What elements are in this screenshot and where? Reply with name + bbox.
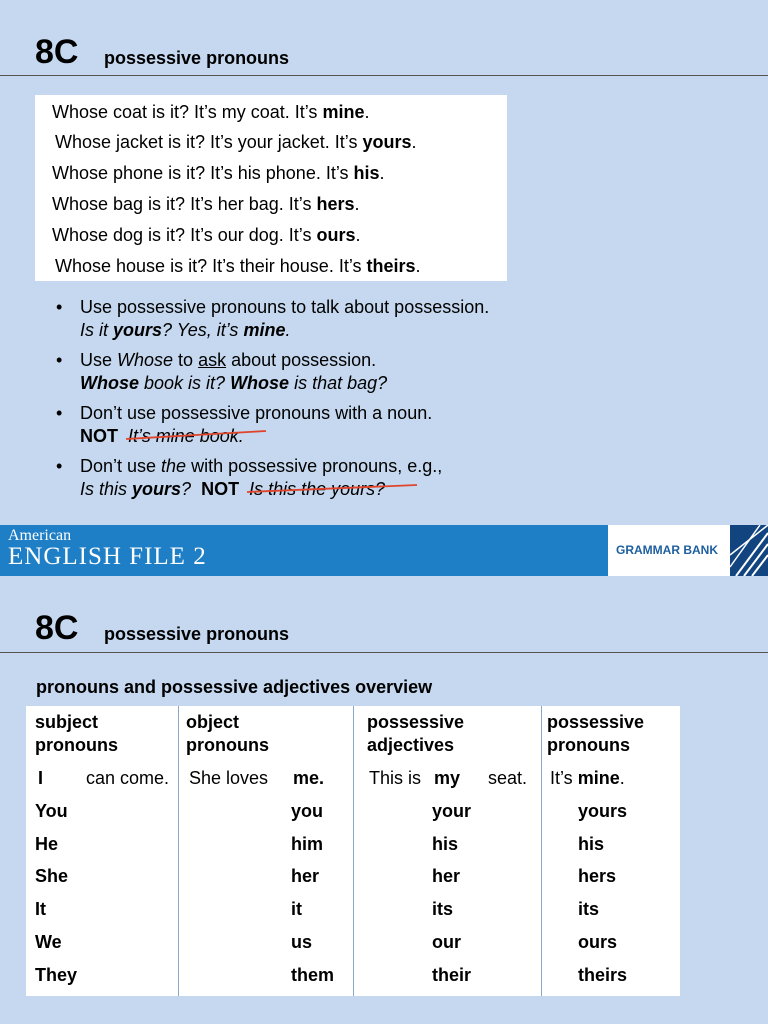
cell-subject: She <box>35 866 69 886</box>
cell-object: me. <box>293 768 325 788</box>
cell-pronoun: mine <box>577 768 620 788</box>
rule-text-italic: the <box>161 456 187 476</box>
example-pronoun: his <box>353 163 380 183</box>
header-line: adjectives <box>367 735 455 755</box>
header-object-pronouns <box>186 711 269 757</box>
banner-stripes <box>730 525 768 576</box>
cell-adjective: my <box>434 768 461 788</box>
slide1-code: 8C <box>35 33 79 71</box>
rule-example <box>80 319 696 342</box>
cell-adjective: her <box>432 866 461 886</box>
cell-object-pre: She loves <box>189 768 269 788</box>
strikethrough-mark <box>124 427 274 447</box>
example-question: Whose dog is it? It’s our dog. It’s <box>52 225 317 245</box>
example-question: Whose phone is it? It’s his phone. It’s <box>52 163 354 183</box>
example-line <box>52 194 360 215</box>
slide2-title: possessive pronouns <box>104 624 290 644</box>
example-line <box>55 256 421 277</box>
struck-text: It’s mine book. <box>128 426 244 446</box>
rule-example-part: . <box>285 320 291 340</box>
cell-object: them <box>291 965 335 985</box>
rule-example <box>80 372 696 395</box>
rule-text-part: to <box>173 350 199 370</box>
rule-text: Don’t use possessive pronouns with a noun. <box>80 403 433 423</box>
rule-text-part: Use <box>80 350 118 370</box>
not-label: NOT <box>80 426 118 446</box>
rule-example-part: Is it <box>80 320 114 340</box>
cell-object: her <box>291 866 320 886</box>
not-label: NOT <box>201 479 240 499</box>
rule-example-bold: Whose <box>80 373 140 393</box>
cell-pronoun: theirs <box>578 965 628 985</box>
cell-adjective: his <box>432 834 459 854</box>
header-possessive-pronouns <box>547 711 644 757</box>
cell-pronoun: his <box>578 834 605 854</box>
rule-item <box>56 349 696 395</box>
rule-example-part: ? Yes, it’s <box>162 320 244 340</box>
example-pronoun: ours <box>316 225 356 245</box>
cell-object: us <box>291 932 313 952</box>
example-line <box>52 102 369 123</box>
cell-object: it <box>291 899 302 919</box>
rule-counterexample <box>80 478 696 501</box>
slide1-title: possessive pronouns <box>104 48 290 68</box>
example-line <box>55 132 417 153</box>
rule-example-bold: yours <box>113 320 163 340</box>
rule-counterexample <box>80 425 696 448</box>
bullet-dot: • <box>56 403 63 423</box>
rules-list <box>56 296 696 508</box>
example-question: Whose coat is it? It’s my coat. It’s <box>52 102 323 122</box>
example-end: . <box>355 225 361 245</box>
header-line: possessive <box>367 712 465 732</box>
header-line: possessive <box>547 712 645 732</box>
header-line: subject <box>35 712 99 732</box>
grammar-bank-label: GRAMMAR BANK <box>616 543 718 557</box>
header-line: pronouns <box>547 735 630 755</box>
slide2-divider <box>0 652 768 653</box>
example-end: . <box>415 256 421 276</box>
cell-subject: You <box>35 801 68 821</box>
header-subject-pronouns <box>35 711 118 757</box>
cell-adjective: its <box>432 899 454 919</box>
header-line: pronouns <box>186 735 269 755</box>
cell-subject: I <box>38 768 44 788</box>
strikethrough-mark <box>245 480 420 500</box>
banner-logo-title: ENGLISH FILE 2 <box>8 543 207 570</box>
rule-text <box>80 349 696 372</box>
header-line: object <box>186 712 240 732</box>
cell-adjective-post: seat. <box>488 768 528 788</box>
table-subtitle: pronouns and possessive adjectives overview <box>36 677 433 697</box>
struck-example <box>128 425 244 448</box>
example-end: . <box>364 102 370 122</box>
column-divider <box>178 706 179 996</box>
rule-example-part: book is it? <box>139 373 231 393</box>
rule-example-bold: mine <box>243 320 286 340</box>
cell-pronoun: hers <box>578 866 617 886</box>
slide1-divider <box>0 75 768 76</box>
column-divider <box>353 706 354 996</box>
example-end: . <box>354 194 360 214</box>
cell-object: you <box>291 801 324 821</box>
stripes-graphic <box>730 525 768 576</box>
cell-subject: He <box>35 834 59 854</box>
cell-subject: We <box>35 932 62 952</box>
cell-adjective: your <box>432 801 472 821</box>
cell-adjective-pre: This is <box>369 768 422 788</box>
cell-subject-rest: can come. <box>86 768 170 788</box>
grammar-bank-tag <box>608 525 730 576</box>
course-banner <box>0 525 768 576</box>
example-end: . <box>379 163 385 183</box>
example-end: . <box>411 132 417 152</box>
cell-subject: They <box>35 965 78 985</box>
cell-pronoun: ours <box>578 932 618 952</box>
cell-pronoun-pre: It’s <box>550 768 573 788</box>
example-line <box>52 163 385 184</box>
rule-example-bold: Whose <box>230 373 290 393</box>
column-divider <box>541 706 542 996</box>
bullet-dot: • <box>56 350 63 370</box>
rule-text: Use possessive pronouns to talk about possession. <box>80 297 490 317</box>
rule-text-italic: Whose <box>117 350 174 370</box>
bullet-dot: • <box>56 456 63 476</box>
example-pronoun: mine <box>322 102 365 122</box>
rule-item <box>56 455 696 501</box>
cell-pronoun-post: . <box>619 768 625 788</box>
header-possessive-adjectives <box>367 711 464 757</box>
cell-object: him <box>291 834 324 854</box>
example-question: Whose jacket is it? It’s your jacket. It’s <box>55 132 363 152</box>
rule-text-part: about possession. <box>226 350 377 370</box>
struck-text: Is this the yours? <box>249 479 386 499</box>
example-question: Whose house is it? It’s their house. It’s <box>55 256 367 276</box>
rule-text-part: Don’t use <box>80 456 162 476</box>
rule-item <box>56 296 696 342</box>
example-question: Whose bag is it? It’s her bag. It’s <box>52 194 317 214</box>
struck-example <box>249 478 385 501</box>
example-pronoun: hers <box>316 194 355 214</box>
example-pronoun: theirs <box>366 256 416 276</box>
slide2-code: 8C <box>35 609 79 647</box>
rule-text-part: with possessive pronouns, e.g., <box>186 456 443 476</box>
rule-example-bold: yours <box>132 479 182 499</box>
example-pronoun: yours <box>362 132 412 152</box>
cell-pronoun-row1 <box>550 768 625 789</box>
rule-example-part: is that bag? <box>289 373 388 393</box>
rule-text <box>80 455 696 478</box>
rule-text-underlined: ask <box>198 350 227 370</box>
examples-box <box>35 95 507 281</box>
pronoun-table <box>26 706 680 996</box>
rule-item <box>56 402 696 448</box>
cell-subject: It <box>35 899 46 919</box>
example-line <box>52 225 361 246</box>
cell-pronoun: yours <box>578 801 628 821</box>
cell-pronoun: its <box>578 899 600 919</box>
banner-logo-small: American <box>8 527 72 544</box>
bullet-dot: • <box>56 297 63 317</box>
rule-example-part: Is this <box>80 479 133 499</box>
header-line: pronouns <box>35 735 118 755</box>
rule-example-part: ? <box>181 479 192 499</box>
cell-adjective: their <box>432 965 472 985</box>
cell-adjective: our <box>432 932 461 952</box>
